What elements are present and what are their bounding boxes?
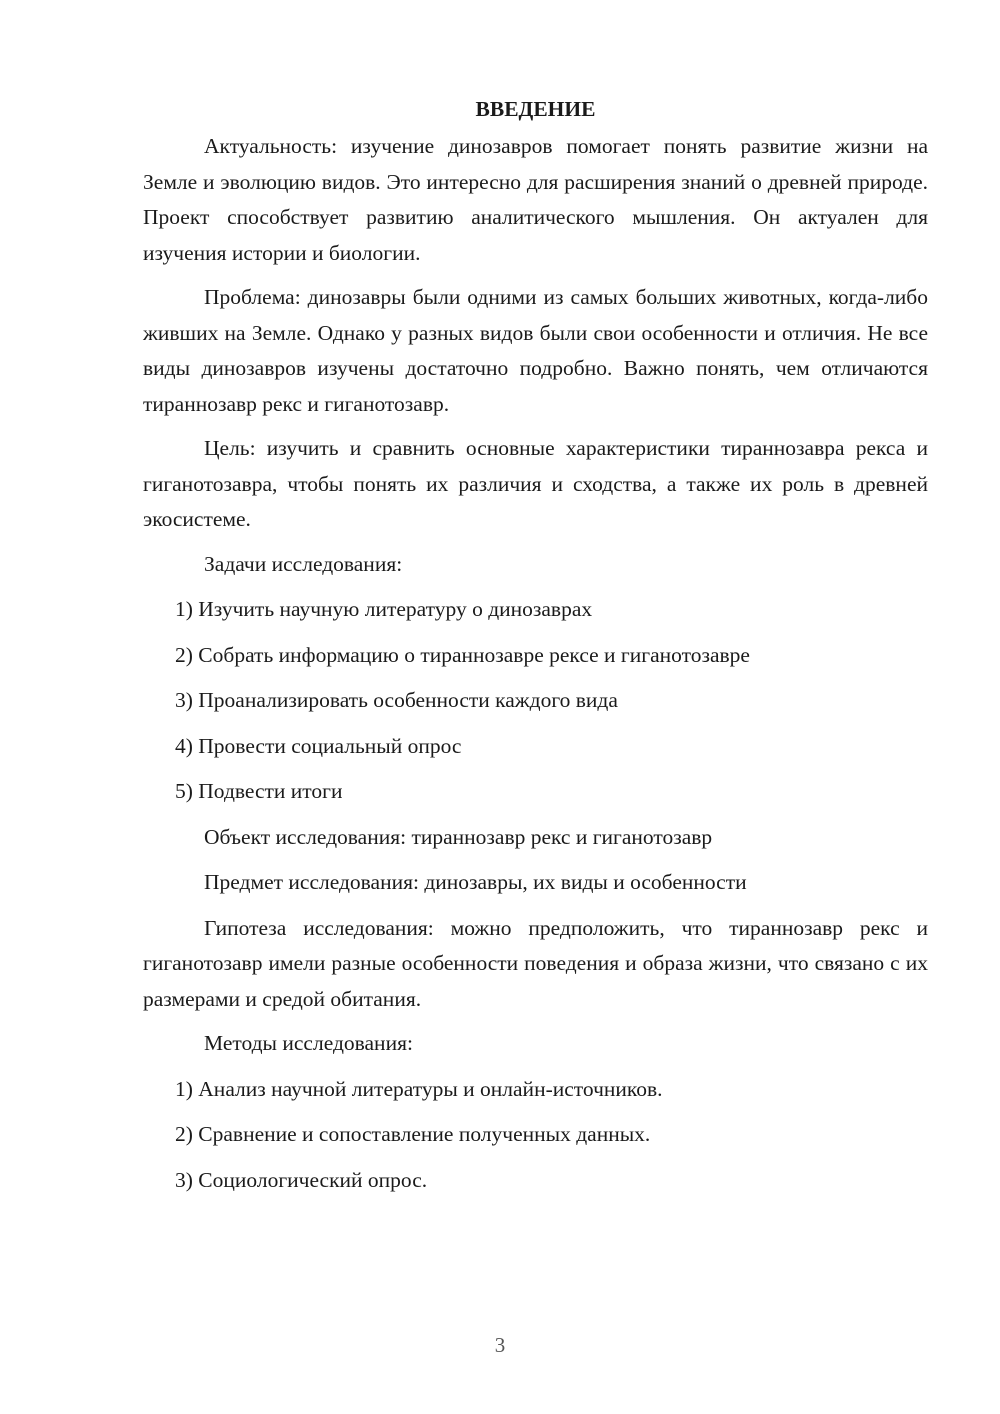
method-item: 1) Анализ научной литературы и онлайн-источников. (175, 1076, 663, 1101)
goal-paragraph: Цель: изучить и сравнить основные характеристики тираннозавра рекса и гиганотозавра, чтобы понять их различия и сходства, а также их роль в древней экосистеме. (143, 436, 928, 531)
object-line: Объект исследования: тираннозавр рекс и гиганотозавр (204, 824, 713, 849)
methods-heading: Методы исследования: (204, 1031, 413, 1055)
task-item: 3) Проанализировать особенности каждого вида (175, 688, 618, 712)
tasks-heading: Задачи исследования: (204, 551, 403, 576)
relevance-paragraph: Актуальность: изучение динозавров помогает понять развитие жизни на Земле и эволюцию видов. Это интересно для расширения знаний о древней природе. Проект способствует развитию аналитического мышления. Он актуален для изучения истории и биологии. (143, 134, 928, 265)
problem-paragraph: Проблема: динозавры были одними из самых больших животных, когда-либо живших на Земле. Однако у разных видов были свои особенности и отличия. Не все виды динозавров изучены достаточно подробно. Важно понять, чем отличаются тираннозавр рекс и гиганотозавр. (143, 285, 928, 416)
methods-list (143, 1072, 928, 1199)
hypothesis-paragraph: Гипотеза исследования: можно предположить, что тираннозавр рекс и гиганотозавр имели разные особенности поведения и образа жизни, что связано с их размерами и средой обитания. (143, 915, 928, 1011)
document-page (143, 92, 928, 1208)
subject-line: Предмет исследования: динозавры, их виды и особенности (204, 870, 747, 894)
page-title: ВВЕДЕНИЕ (475, 97, 596, 121)
task-item: 2) Собрать информацию о тираннозавре рексе и гиганотозавре (175, 642, 750, 667)
task-item: 1) Изучить научную литературу о динозаврах (175, 597, 593, 621)
page-number: 3 (494, 1333, 506, 1357)
method-item: 3) Социологический опрос. (175, 1167, 428, 1192)
tasks-list (143, 592, 928, 810)
task-item: 5) Подвести итоги (175, 779, 343, 803)
task-item: 4) Провести социальный опрос (175, 733, 462, 758)
method-item: 2) Сравнение и сопоставление полученных данных. (175, 1122, 651, 1146)
